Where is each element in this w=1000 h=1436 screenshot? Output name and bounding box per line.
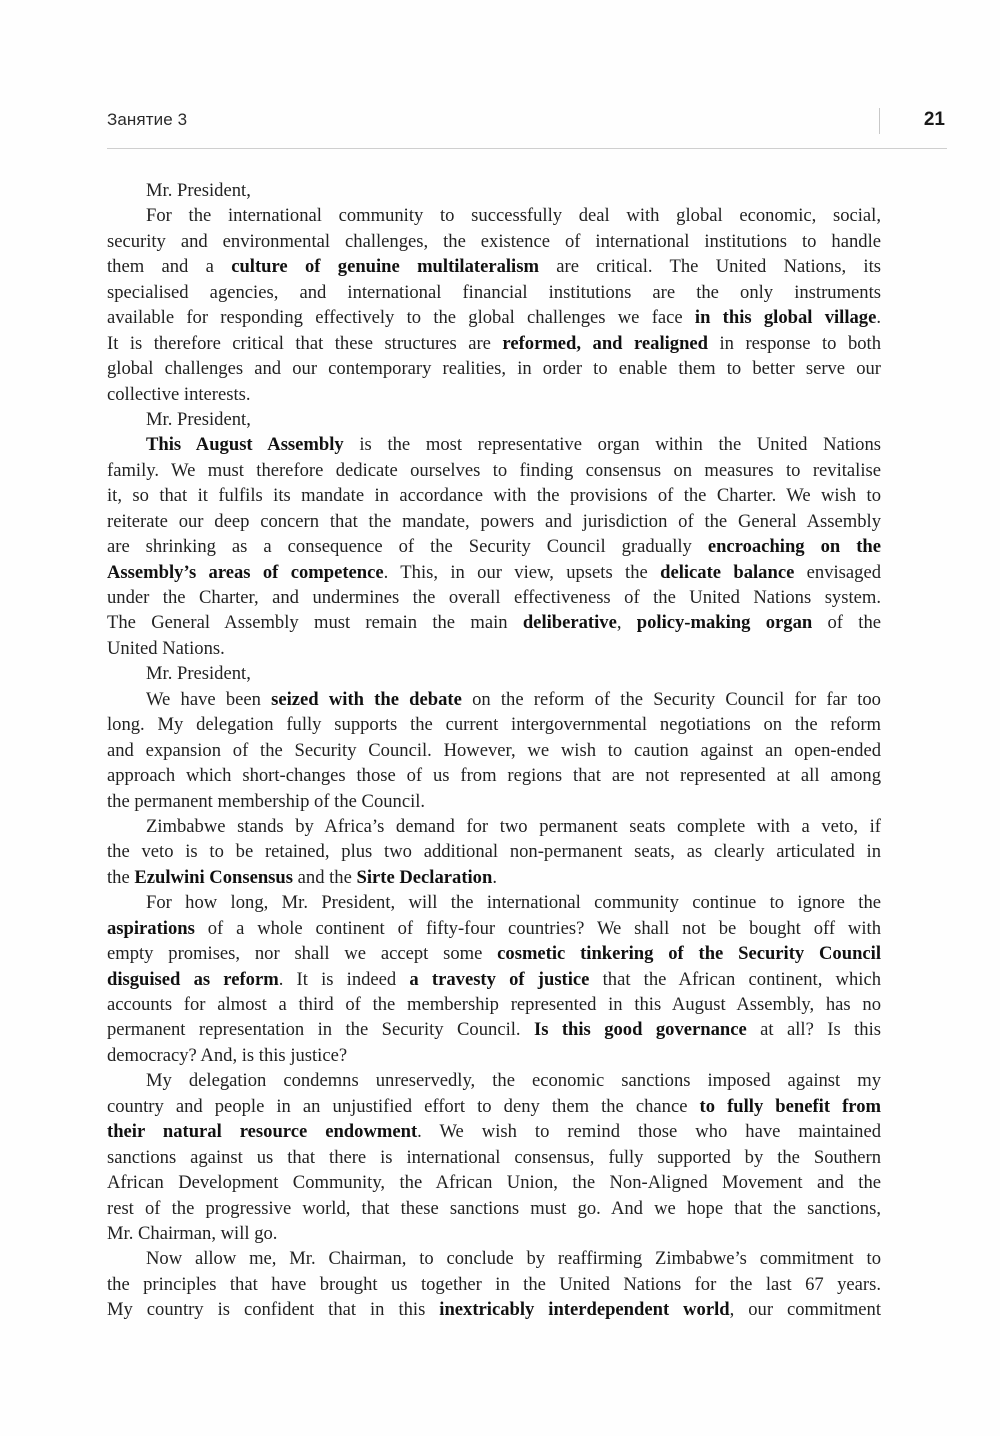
bold-phrase: Sirte Declaration [356, 866, 493, 888]
text-line [107, 839, 881, 864]
bold-phrase: their natural resource endowment [107, 1121, 418, 1143]
text-run: them and a [107, 256, 232, 278]
text-line [107, 916, 881, 941]
text-run: that the African continent, which [589, 968, 881, 990]
text-line [107, 738, 881, 763]
text-run: reiterate our deep concern that the mandate, powers and jurisdiction of the General Assembly [107, 510, 881, 532]
bold-phrase: reformed, and realigned [502, 332, 709, 354]
speech-text [107, 178, 881, 1323]
text-line [107, 814, 881, 839]
text-line [107, 941, 881, 966]
bold-phrase: seized with the debate [271, 688, 462, 710]
text-run: African Development Community, the African Union, the Non-Aligned Movement and the [107, 1172, 881, 1194]
text-run: of the [812, 612, 881, 634]
text-run: of a whole continent of fifty-four countries? We shall not be bought off with [194, 917, 881, 939]
text-line [107, 458, 881, 483]
text-line [107, 687, 881, 712]
text-run: Mr. President, [146, 180, 251, 201]
text-line [107, 712, 881, 737]
text-line [107, 1017, 881, 1042]
text-run: United Nations. [107, 637, 225, 659]
text-run: in response to both [708, 332, 881, 354]
bold-phrase: cosmetic tinkering of the Security Council [497, 943, 881, 965]
bold-phrase: culture of genuine multilateralism [231, 256, 539, 278]
text-line [107, 407, 881, 432]
text-line [107, 560, 881, 585]
text-run: Mr. President, [146, 408, 251, 430]
text-run: rest of the progressive world, that these sanctions must go. And we hope that the sanctions, [107, 1197, 881, 1219]
bold-phrase: Is this good governance [533, 1019, 747, 1041]
text-line [107, 610, 881, 635]
text-run: It is therefore critical that these structures are [107, 332, 503, 354]
text-line [107, 1145, 881, 1170]
text-line [107, 1246, 881, 1271]
text-run: My country is confident that in this [107, 1299, 440, 1321]
text-line [107, 1119, 881, 1144]
text-line [107, 356, 881, 381]
text-run: the permanent membership of the Council. [107, 790, 426, 812]
text-line [107, 534, 881, 559]
bold-phrase: Assembly’s areas of competence [107, 561, 384, 583]
text-run: , [616, 612, 637, 634]
text-run: Now allow me, Mr. Chairman, to conclude by reaffirming Zimbabwe’s commitment to [146, 1248, 881, 1270]
text-line [107, 967, 881, 992]
text-run: family. We must therefore dedicate ourselves to finding consensus on measures to revitalise [107, 459, 881, 481]
text-line [107, 763, 881, 788]
text-line [107, 483, 881, 508]
text-run: long. My delegation fully supports the current intergovernmental negotiations on the reform [107, 714, 881, 736]
text-line [107, 305, 881, 330]
bold-phrase: encroaching on the [707, 536, 881, 558]
text-line [107, 1196, 881, 1221]
text-run: Mr. President, [146, 663, 251, 685]
text-run: sanctions against us that there is international consensus, fully supported by the Southern [107, 1146, 881, 1168]
bold-phrase: in this global village [694, 307, 877, 329]
text-run: . [876, 307, 881, 329]
bold-phrase: inextricably interdependent world [439, 1299, 730, 1321]
bold-phrase: a travesty of justice [409, 968, 590, 990]
text-run: are critical. The United Nations, its [538, 256, 881, 278]
text-line [107, 789, 881, 814]
text-line [107, 585, 881, 610]
bold-phrase: This August Assembly [146, 434, 344, 456]
text-line [107, 1272, 881, 1297]
text-line [107, 890, 881, 915]
text-run: at all? Is this [746, 1019, 881, 1041]
text-run: accounts for almost a third of the membership represented in this August Assembly, has no [107, 994, 881, 1015]
text-line [107, 1068, 881, 1093]
text-line [107, 1094, 881, 1119]
text-run: country and people in an unjustified effort to deny them the chance [107, 1095, 700, 1117]
text-line [107, 280, 881, 305]
bold-phrase: policy-making organ [636, 612, 813, 634]
text-run: . It is indeed [278, 968, 410, 990]
text-line [107, 992, 881, 1017]
page-number: 21 [923, 109, 945, 130]
text-line [107, 661, 881, 686]
header-rule [107, 148, 947, 149]
text-line [107, 636, 881, 661]
text-run: under the Charter, and undermines the overall effectiveness of the United Nations system. [107, 587, 881, 608]
text-line [107, 254, 881, 279]
text-line [107, 1170, 881, 1195]
text-run: security and environmental challenges, the existence of international institutions to handle [107, 230, 881, 252]
text-run: and expansion of the Security Council. However, we wish to caution against an open-ended [107, 739, 881, 761]
bold-phrase: Ezulwini Consensus [134, 866, 293, 888]
header-separator [879, 108, 880, 134]
text-run: collective interests. [107, 383, 251, 405]
text-run: and the [293, 866, 357, 888]
text-run: Mr. Chairman, will go. [107, 1222, 278, 1244]
text-run: is the most representative organ within the United Nations [343, 434, 881, 456]
text-run: approach which short-changes those of us from regions that are not represented at all among [107, 765, 881, 787]
section-title: Занятие 3 [107, 110, 188, 129]
text-line [107, 382, 881, 407]
text-line [107, 1221, 881, 1246]
bold-phrase: delicate balance [660, 561, 795, 583]
text-run: the [107, 866, 135, 888]
text-run: global challenges and our contemporary realities, in order to enable them to better serve our [107, 358, 881, 380]
text-run: For the international community to successfully deal with global economic, social, [146, 205, 881, 227]
text-run: democracy? And, is this justice? [107, 1044, 348, 1066]
text-run: . This, in our view, upsets the [383, 561, 661, 583]
bold-phrase: to fully benefit from [699, 1095, 881, 1117]
text-run: are shrinking as a consequence of the Security Council gradually [107, 536, 708, 558]
running-header [107, 108, 947, 138]
text-run: specialised agencies, and international financial institutions are the only instruments [107, 281, 881, 303]
text-run: For how long, Mr. President, will the international community continue to ignore the [146, 892, 881, 914]
bold-phrase: deliberative [522, 612, 617, 634]
text-run: . We wish to remind those who have maintained [417, 1121, 881, 1143]
text-line [107, 432, 881, 457]
text-run: , our commitment [729, 1299, 881, 1321]
text-run: available for responding effectively to the global challenges we face [107, 307, 695, 329]
text-run: on the reform of the Security Council for far too [461, 688, 881, 710]
text-run: Zimbabwe stands by Africa’s demand for two permanent seats complete with a veto, if [146, 815, 881, 837]
text-line [107, 1043, 881, 1068]
text-line [107, 203, 881, 228]
bold-phrase: aspirations [107, 917, 195, 939]
text-run: We have been [146, 688, 272, 710]
text-line [107, 509, 881, 534]
text-line [107, 178, 881, 203]
text-run: My delegation condemns unreservedly, the economic sanctions imposed against my [146, 1070, 881, 1092]
text-run: envisaged [794, 561, 881, 583]
text-run: permanent representation in the Security Council. [107, 1019, 534, 1041]
text-run: it, so that it fulfils its mandate in accordance with the provisions of the Charter. We wish to [107, 485, 881, 507]
text-run: . [492, 866, 497, 888]
text-line [107, 229, 881, 254]
text-run: the veto is to be retained, plus two additional non-permanent seats, as clearly articulated in [107, 841, 881, 863]
bold-phrase: disguised as reform [107, 968, 279, 990]
text-run: the principles that have brought us together in the United Nations for the last 67 years. [107, 1273, 881, 1295]
text-line [107, 1297, 881, 1322]
text-line [107, 331, 881, 356]
text-run: The General Assembly must remain the main [107, 612, 523, 634]
text-line [107, 865, 881, 890]
text-run: empty promises, nor shall we accept some [107, 943, 498, 965]
